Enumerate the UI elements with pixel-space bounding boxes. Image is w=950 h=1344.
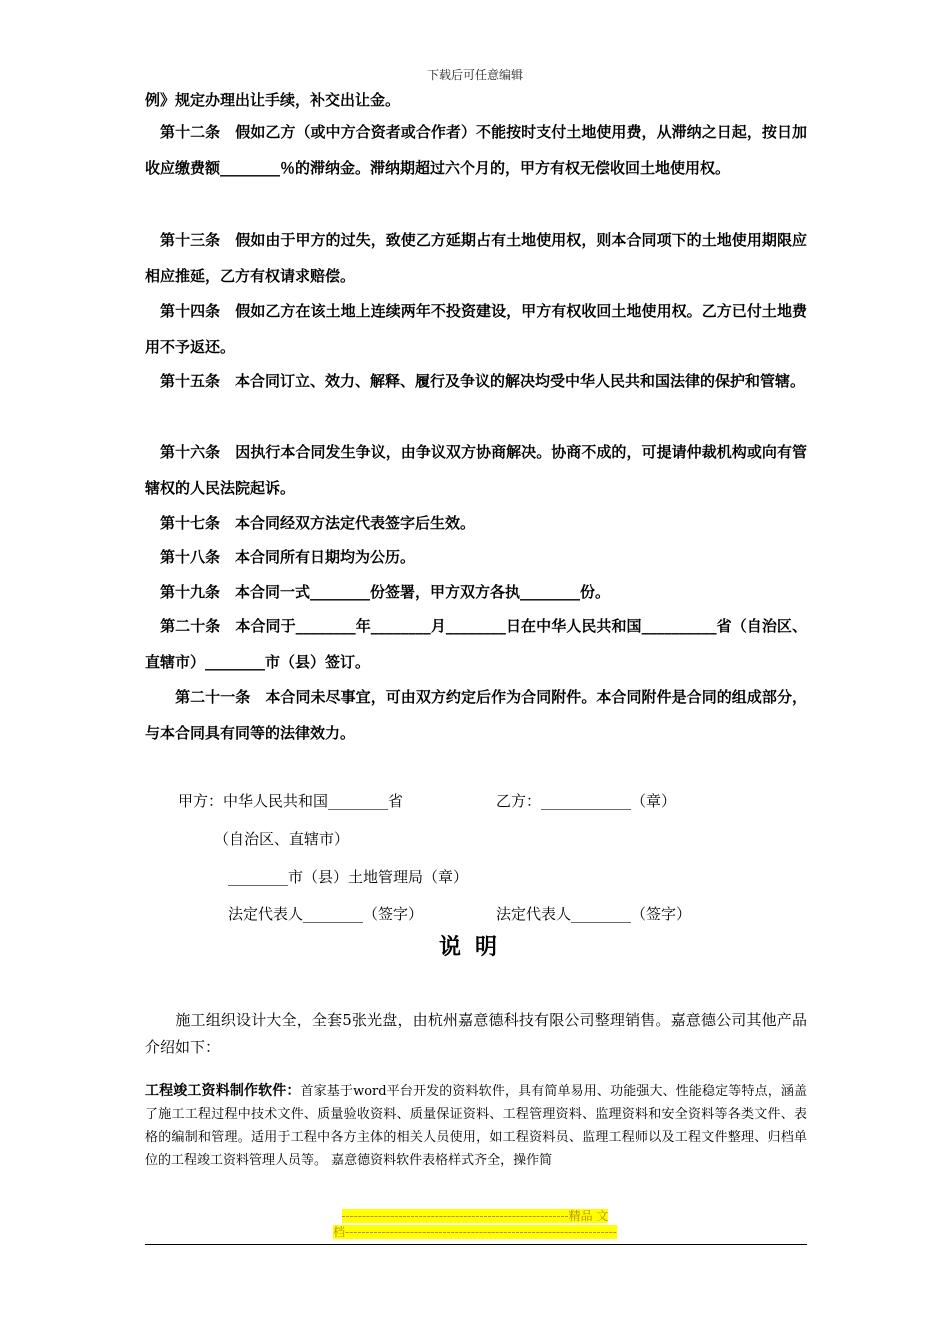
article-17: 第十七条 本合同经双方法定代表签字后生效。 [145, 514, 476, 532]
article-15: 第十五条 本合同订立、效力、解释、履行及争议的解决均受中华人民共和国法律的保护和管辖。 [145, 372, 806, 390]
product-text: 首家基于word平台开发的资料软件，具有简单易用、功能强大、性能稳定等特点，涵盖了施工工程过程中技术文件、质量验收资料、质量保证资料、工程管理资料、监理资料和安全资料等各类文件、表格的编制和管理。适用于工程中各方主体的相关人员使用，如工程资料员、监理工程师以及工程文件整理、归档单位的工程竣工资料管理人员等。 嘉意德资料软件表格样式齐全，操作简 [145, 1084, 808, 1168]
article-16: 第十六条 因执行本合同发生争议，由争议双方协商解决。协商不成的，可提请仲裁机构或向有管辖权的人民法院起诉。 [145, 443, 807, 497]
party-b-line: 乙方：____________（章） [496, 792, 677, 810]
article-20: 第二十条 本合同于________年________月________日在中华人民共和国__________省（自治区、直辖市）________市（县）签订。 [145, 617, 807, 671]
article-19: 第十九条 本合同一式________份签署，甲方双方各执________份。 [145, 583, 611, 601]
article-continuation: 例》规定办理出让手续，补交出让金。 [145, 91, 401, 109]
article-21: 第二十一条 本合同未尽事宜，可由双方约定后作为合同附件。本合同附件是合同的组成部分，与本合同具有同等的法律效力。 [145, 688, 807, 742]
party-a-bureau: ________市（县）土地管理局（章） [228, 868, 469, 886]
explanation-intro: 施工组织设计大全，全套5张光盘，由杭州嘉意德科技有限公司整理销售。嘉意德公司其他产品介绍如下： [145, 1011, 807, 1056]
article-13: 第十三条 假如由于甲方的过失，致使乙方延期占有土地使用权，则本合同项下的土地使用期限应相应推延，乙方有权请求赔偿。 [145, 231, 807, 285]
party-b-representative: 法定代表人________（签字） [496, 905, 692, 923]
article-14: 第十四条 假如乙方在该土地上连续两年不投资建设，甲方有权收回土地使用权。乙方已付土地费用不予返还。 [145, 302, 807, 356]
party-a-region: （自治区、直辖市） [214, 830, 350, 848]
product-description [145, 1080, 807, 1172]
footer-banner [0, 1208, 950, 1240]
footer-rule [145, 1244, 807, 1245]
party-a-line: 甲方：中华人民共和国________省 [178, 792, 404, 810]
article-12: 第十二条 假如乙方（或中方合资者或合作者）不能按时支付土地使用费，从滞纳之日起，按日加收应缴费额________％的滞纳金。滞纳期超过六个月的，甲方有权无偿收回土地使用权。 [145, 123, 807, 177]
article-18: 第十八条 本合同所有日期均为公历。 [145, 548, 416, 566]
party-a-representative: 法定代表人________（签字） [228, 905, 424, 923]
footer-banner-line2: 档------------------------------------------------------------------- [333, 1225, 617, 1239]
header-note: 下载后可任意编辑 [426, 68, 523, 82]
footer-banner-line1: --------------------------------------------------------精品 文 [341, 1209, 609, 1223]
product-name: 工程竣工资料制作软件： [145, 1083, 301, 1099]
explanation-title: 说明 [438, 934, 511, 960]
